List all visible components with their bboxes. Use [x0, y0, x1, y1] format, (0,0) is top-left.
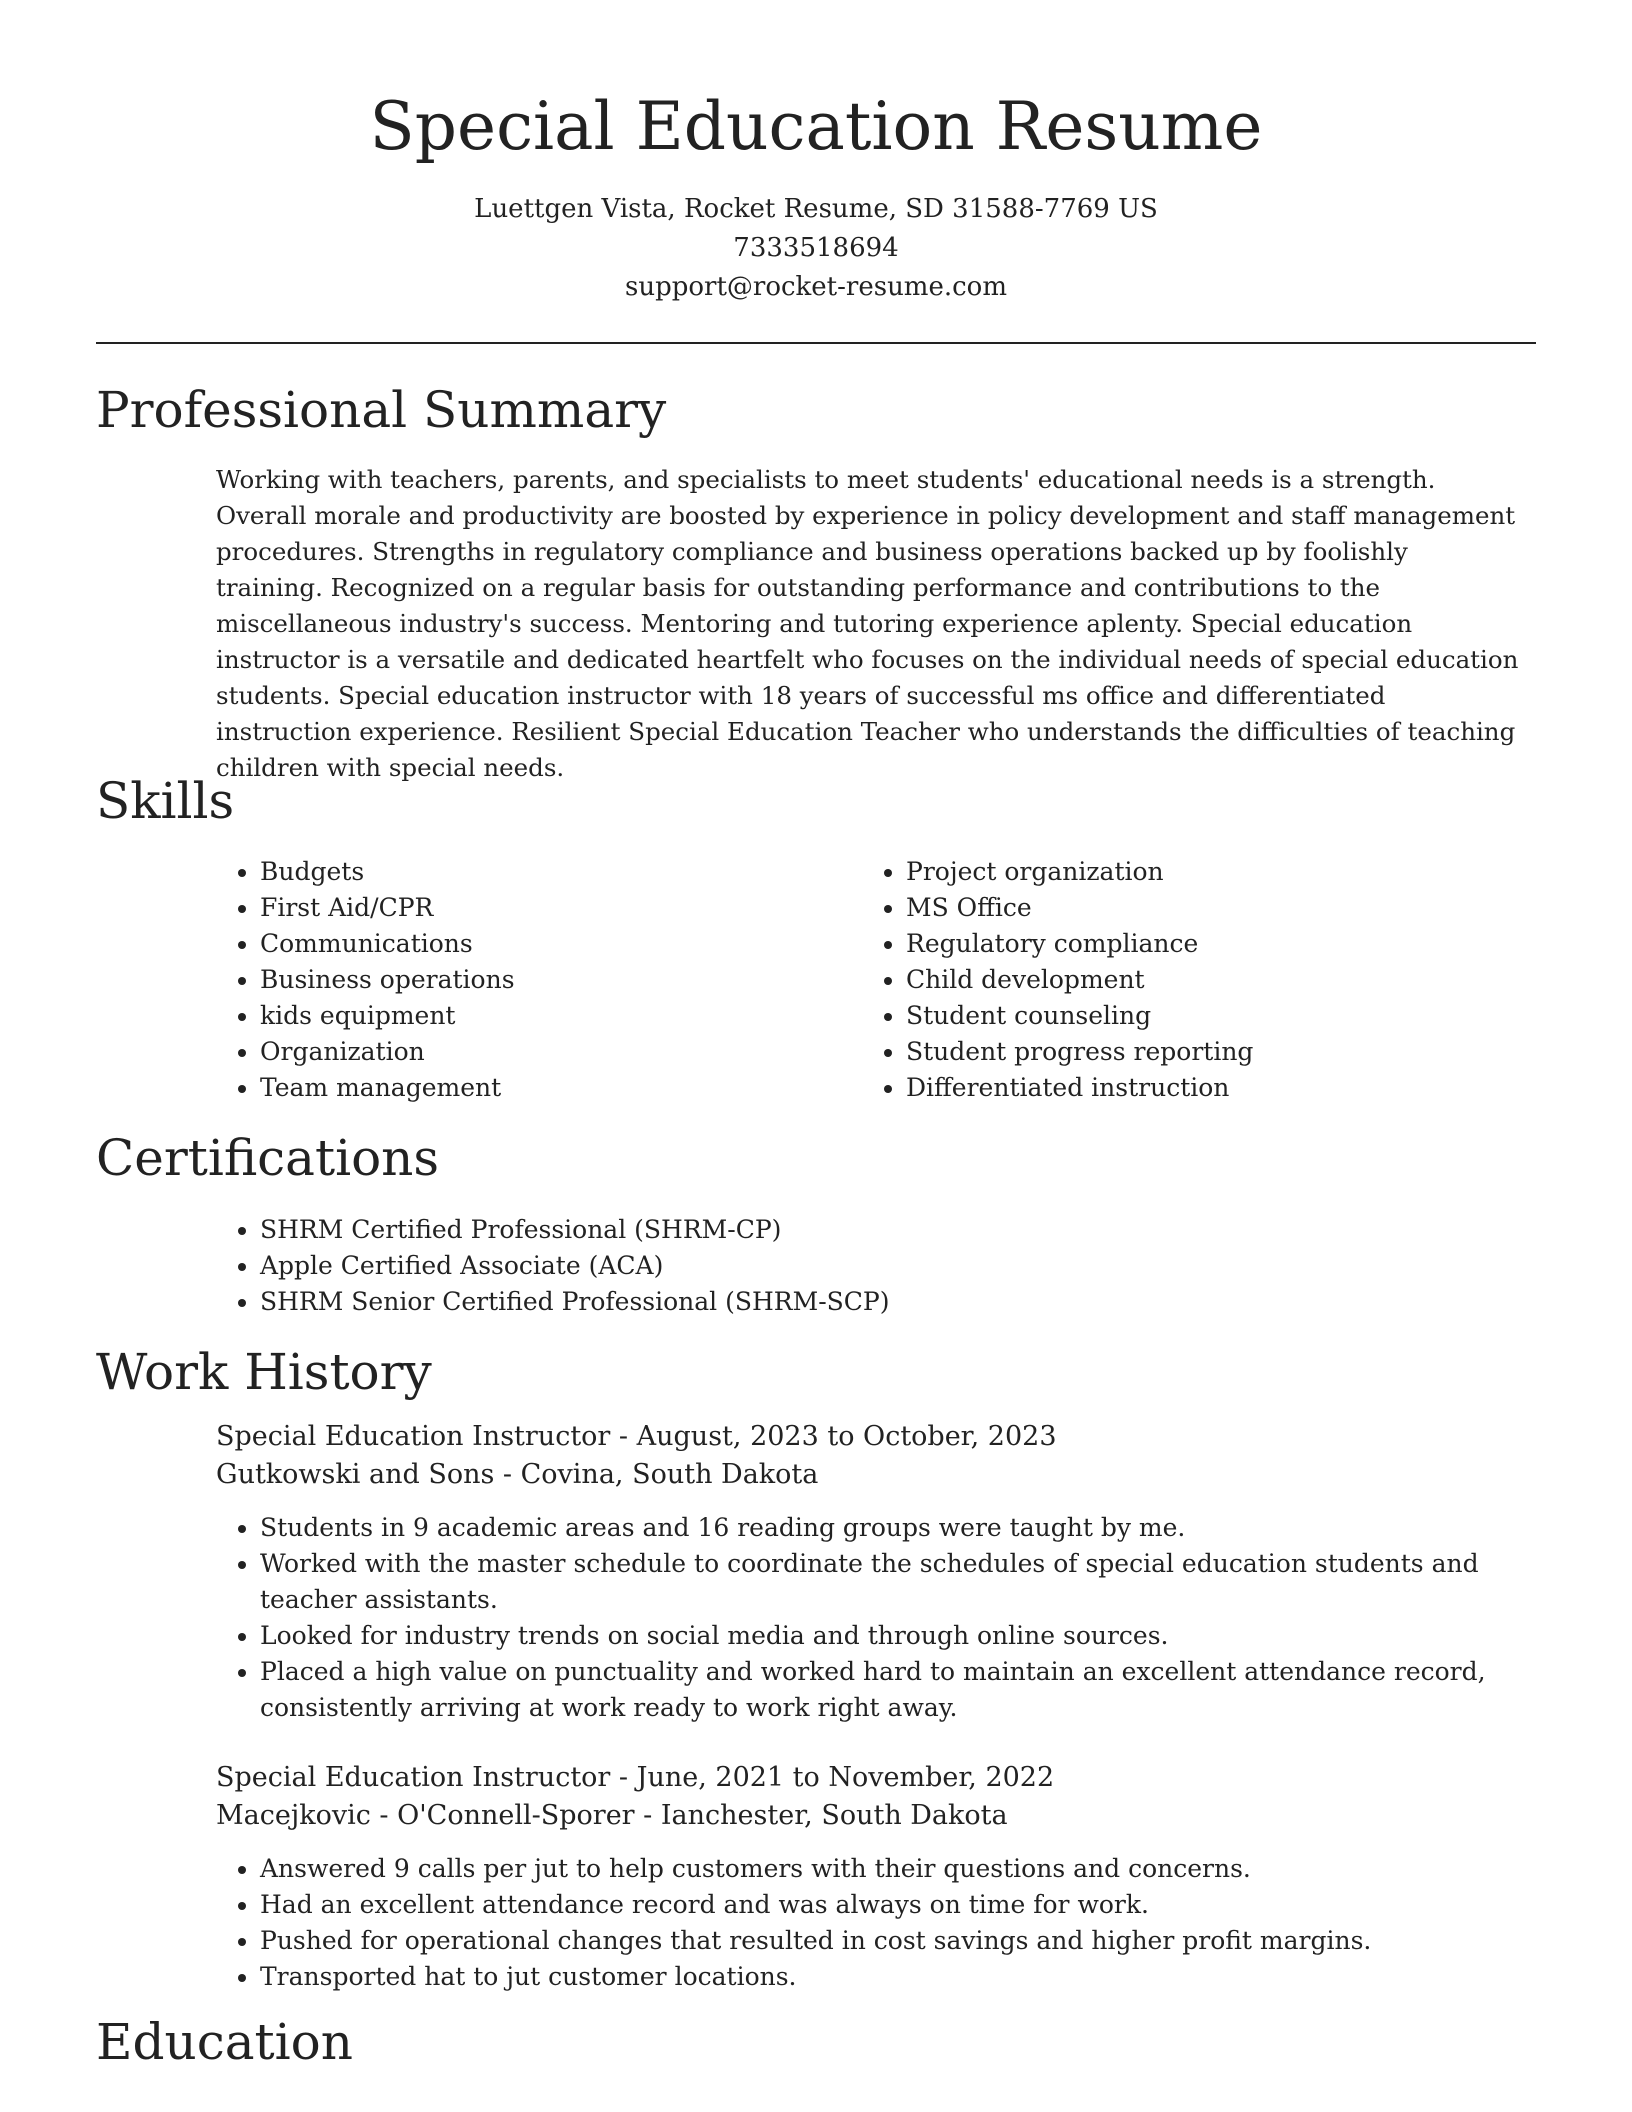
job-location: Covina, South Dakota — [520, 1459, 819, 1490]
skill-item: • Student counseling — [906, 998, 1253, 1034]
certification-item: • SHRM Senior Certified Professional (SHRM-SCP) — [260, 1284, 890, 1320]
summary-heading: Professional Summary — [96, 381, 667, 439]
work-history-heading: Work History — [96, 1343, 432, 1401]
job-company-line — [216, 1456, 1536, 1494]
job-bullet: • Placed a high value on punctuality and worked hard to maintain an excellent attendance record, consistently arriving at work ready to work right away. — [260, 1654, 1536, 1726]
job-bullet: • Pushed for operational changes that resulted in cost savings and higher profit margins. — [260, 1923, 1536, 1959]
job-bullet: • Worked with the master schedule to coordinate the schedules of special education students and teacher assistants. — [260, 1546, 1536, 1618]
job-entry — [216, 1418, 1536, 1726]
skills-column-left — [216, 854, 515, 1106]
skill-item: • Communications — [260, 926, 515, 962]
skill-item: • Child development — [906, 962, 1253, 998]
job-role: Special Education Instructor — [216, 1762, 611, 1793]
contact-block — [0, 190, 1632, 307]
certification-item: • Apple Certified Associate (ACA) — [260, 1248, 890, 1284]
job-entry — [216, 1759, 1536, 1995]
skill-item: • Organization — [260, 1034, 515, 1070]
contact-address: Luettgen Vista, Rocket Resume, SD 31588-7769 US — [474, 194, 1158, 224]
skill-item: • Team management — [260, 1070, 515, 1106]
skills-list-right — [862, 854, 1253, 1106]
job-bullet: • Students in 9 academic areas and 16 reading groups were taught by me. — [260, 1510, 1536, 1546]
certification-item: • SHRM Certified Professional (SHRM-CP) — [260, 1212, 890, 1248]
separator: - — [610, 1762, 637, 1793]
resume-title: Special Education Resume — [369, 88, 1263, 165]
job-bullet: • Transported hat to jut customer locations. — [260, 1959, 1536, 1995]
education-heading: Education — [96, 2013, 353, 2071]
summary-text: Working with teachers, parents, and specialists to meet students' educational needs is a strength. Overall morale and productivity are boosted by experience in policy development and staff management procedures. Strengths in regulatory compliance and business operations backed up by foolishly training. Recognized on a regular basis for outstanding performance and contributions to the miscellaneous industry's success. Mentoring and tutoring experience aplenty. Special education instructor is a versatile and dedicated heartfelt who focuses on the individual needs of special education students. Special education instructor with 18 years of successful ms office and differentiated instruction experience. Resilient Special Education Teacher who understands the difficulties of teaching children with special needs. — [216, 465, 1519, 782]
skill-item: • MS Office — [906, 890, 1253, 926]
job-bullets — [216, 1510, 1536, 1726]
job-bullet: • Answered 9 calls per jut to help customers with their questions and concerns. — [260, 1851, 1536, 1887]
certifications-list — [216, 1212, 890, 1320]
job-role: Special Education Instructor — [216, 1421, 611, 1452]
skill-item: • First Aid/CPR — [260, 890, 515, 926]
job-title-line — [216, 1418, 1536, 1456]
job-company: Macejkovic - O'Connell-Sporer — [216, 1800, 635, 1831]
skills-column-right — [862, 854, 1253, 1106]
job-bullet: • Had an excellent attendance record and was always on time for work. — [260, 1887, 1536, 1923]
skills-list-left — [216, 854, 515, 1106]
separator: - — [610, 1421, 637, 1452]
job-bullet: • Looked for industry trends on social media and through online sources. — [260, 1618, 1536, 1654]
job-dates: August, 2023 to October, 2023 — [636, 1421, 1057, 1452]
resume-header — [0, 0, 1632, 307]
skills-heading: Skills — [96, 772, 235, 830]
contact-phone: 7333518694 — [733, 233, 899, 263]
skill-item: • Budgets — [260, 854, 515, 890]
separator: - — [494, 1459, 521, 1490]
job-company: Gutkowski and Sons — [216, 1459, 495, 1490]
job-company-line — [216, 1797, 1536, 1835]
skill-item: • Regulatory compliance — [906, 926, 1253, 962]
skill-item: • Business operations — [260, 962, 515, 998]
header-divider — [96, 342, 1536, 344]
job-dates: June, 2021 to November, 2022 — [636, 1762, 1055, 1793]
certifications-heading: Certifications — [96, 1129, 440, 1187]
skill-item: • Student progress reporting — [906, 1034, 1253, 1070]
skill-item: • Differentiated instruction — [906, 1070, 1253, 1106]
certifications-block — [216, 1212, 890, 1320]
contact-email: support@rocket-resume.com — [624, 272, 1007, 302]
separator: - — [634, 1800, 661, 1831]
job-location: Ianchester, South Dakota — [660, 1800, 1008, 1831]
job-title-line — [216, 1759, 1536, 1797]
skill-item: • kids equipment — [260, 998, 515, 1034]
skill-item: • Project organization — [906, 854, 1253, 890]
job-bullets — [216, 1851, 1536, 1995]
